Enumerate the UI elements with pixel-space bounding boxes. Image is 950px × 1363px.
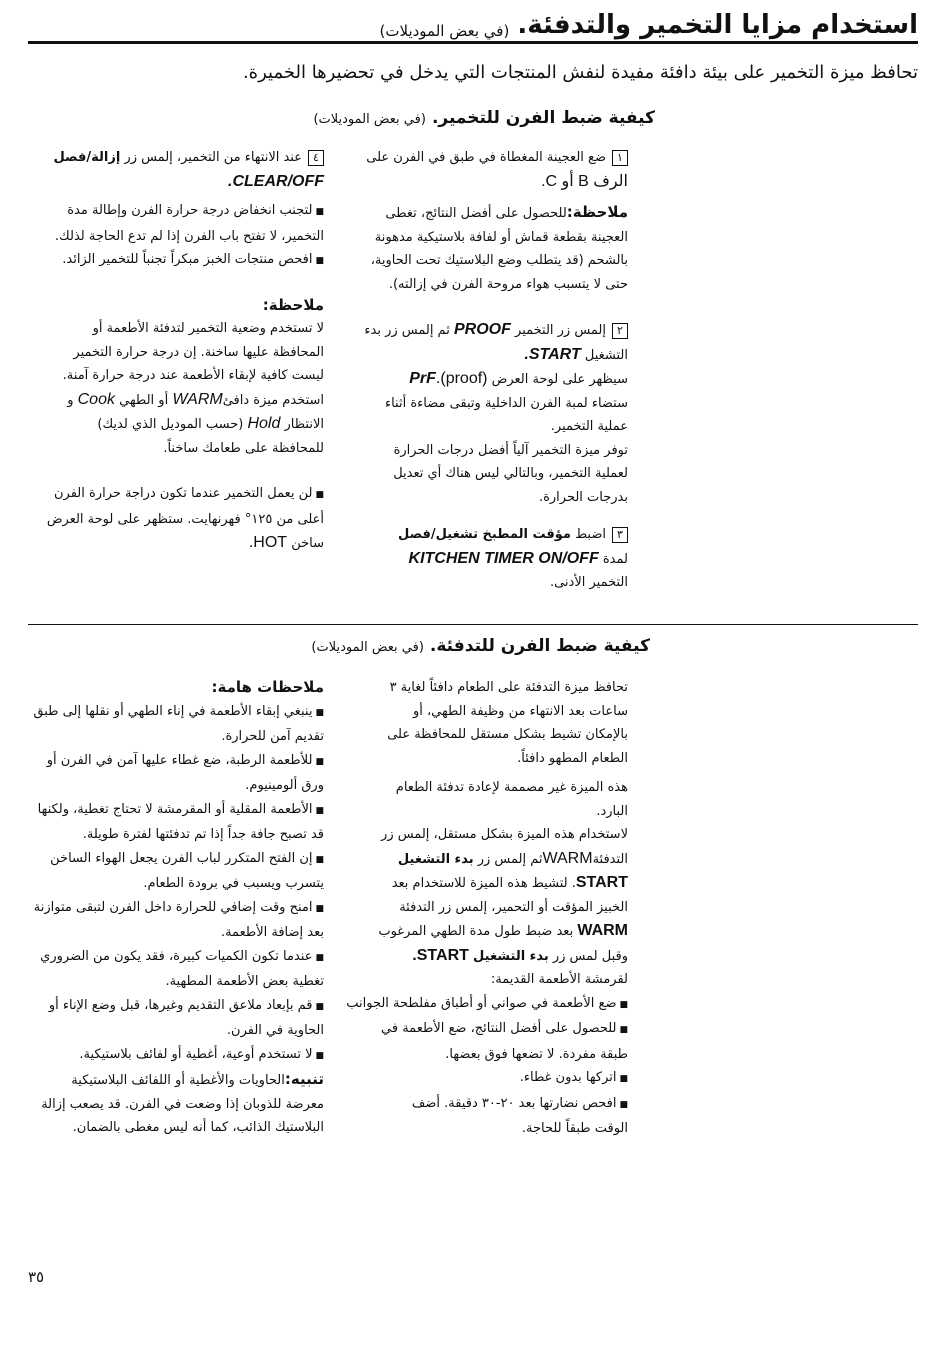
intro-text: تحافظ ميزة التخمير على بيئة دافئة مفيدة لنفش المنتجات التي يدخل في تحضيرها الخميرة. [242, 62, 918, 83]
proof-step-4: ٤عند الانتهاء من التخمير، إلمس زر إزالة/فصل [24, 146, 324, 170]
proof-left-column: ٤عند الانتهاء من التخمير، إلمس زر إزالة/فصل CLEAR/OFF. ■ لتجنب انخفاض درجة حرارة الفرن وإطالة مدة التخمير، لا تفتح باب الفرن إذا لم تدع الحاجة لذلك. ■ افحص منتجات الخبز مبكراً تجنباً للتخمير الزائد. ملاحظة: لا تستخدم وضعية التخمير لتدفئة الأطعمة أو المحافظة عليها ساخنة. إن درجة حرارة التخمير ليست كافية لإبقاء الأطعمة عند درجة حرارة آمنة. استخدم ميزة دافئWARM أو الطهي Cook و الانتظار Hold (حسب الموديل الذي لديك) للمحافظة على طعامك ساخناً. ■ لن يعمل التخمير عندما تكون دراجة حرارة الفرن أعلى من ١٢٥° فهرنهايت. ستظهر على لوحة العرض ساخن HOT. [24, 146, 324, 556]
caution-note: تنبيه:الحاويات والأغطية أو اللفائف البلاستيكية [71, 1070, 324, 1088]
page-number: ٣٥ [28, 1268, 45, 1286]
page-header [28, 2, 918, 40]
proof-note: ملاحظة:للحصول على أفضل النتائج، تغطى [385, 203, 628, 221]
proof-right-column: ١ضع العجينة المغطاة في طبق في الفرن على الرف B أو C. ملاحظة:للحصول على أفضل النتائج، تغطى العجينة بقطعة قماش أو لفافة بلاستيكية مدهونة بالشحم (قد يتطلب وضع البلاستيك تحت الحاوية، حتى لا يتسبب هواء مروحة الفرن في إزالته). ٢إلمس زر التخمير PROOF ثم إلمس زر بدء التشغيل START. سيظهر على لوحة العرض (proof).PrF ستضاء لمبة الفرن الداخلية وتبقى مضاءة أثناء عملية التخمير. توفر ميزة التخمير آلياً أفضل درجات الحرارة لعملية التخمير، وبالتالي ليس هناك أي تعديل بدرجات الحرارة. ٣اضبط مؤقت المطبخ تشغيل/فصل لمدة KITCHEN TIMER ON/OFF التخمير الأدنى. [328, 146, 628, 595]
proof-step-2: ٢إلمس زر التخمير PROOF ثم إلمس زر بدء [328, 318, 628, 343]
proof-left-note-heading: ملاحظة: [262, 295, 324, 314]
page-title-note: (في بعض الموديلات) [379, 22, 510, 40]
header-rule [28, 41, 918, 44]
warm-right-column: تحافظ ميزة التدفئة على الطعام دافئاً لغاية ٣ ساعات بعد الانتهاء من وظيفة الطهي، أو بالإمكان تشيط بشكل مستقل للمحافظة على الطعام المطهو دافئاً. هذه الميزة غير مصممة لإعادة تدفئة الطعام البارد. لاستخدام هذه الميزة بشكل مستقل، إلمس زر التدفئةWARMثم إلمس زر بدء التشغيل START. لتشيط هذه الميزة للاستخدام بعد الخبيز المؤقت أو التحمير، إلمس زر التدفئة WARM بعد ضبط طول مدة الطهي المرغوب وقبل لمس زر بدء التشغيل START. لقرمشة الأطعمة القديمة: ■ ضع الأطعمة في صواني أو أطباق مفلطحة الجوانب ■ للحصول على أفضل النتائج، ضع الأطعمة في طبقة مفردة. لا تضعها فوق بعضها. ■ اتركها بدون غطاء. ■ افحص نضارتها بعد ٢٠-٣٠ دقيقة. أضف الوقت طبقاً للحاجة. [328, 676, 628, 1141]
important-notes-heading: ملاحظات هامة: [211, 678, 324, 696]
crisp-heading: لقرمشة الأطعمة القديمة: [490, 972, 628, 987]
proof-step-1: ١ضع العجينة المغطاة في طبق في الفرن على [328, 146, 628, 170]
warm-left-column: ملاحظات هامة: ■ ينبغي إبقاء الأطعمة في إناء الطهي أو نقلها إلى طبق تقديم آمن للحرارة. ■ للأطعمة الرطبة، ضع غطاء عليها آمن في الفرن أو ورق ألومينيوم. ■ الأطعمة المقلية أو المقرمشة لا تحتاج تغطية، ولكنها قد تصبح جافة جداً إذا تم تدفئتها لفترة طويلة. ■ إن الفتح المتكرر لباب الفرن يجعل الهواء الساخن يتسرب ويسبب في برودة الطعام. ■ امنح وقت إضافي للحرارة داخل الفرن لتبقى متوازنة بعد إضافة الأطعمة. ■ عندما تكون الكميات كبيرة، فقد يكون من الضروري تغطية بعض الأطعمة المطهية. ■ قم بإبعاد ملاعق التقديم وغيرها، قبل وضع الإناء أو الحاوية في الفرن. ■ لا تستخدم أوعية، أغطية أو لفائف بلاستيكية. تنبيه:الحاويات والأغطية أو اللفائف البلاستيكية معرضة للذوبان إذا وضعت في الفرن. قد يصعب إزالة البلاستيك الذائب، كما أنه ليس مغطى بالضمان. [24, 676, 324, 1140]
page-title: استخدام مزايا التخمير والتدفئة. [517, 10, 918, 40]
warm-section-heading: كيفية ضبط الفرن للتدفئة. (في بعض الموديلات) [311, 636, 650, 656]
proof-step-3: ٣اضبط مؤقت المطبخ تشغيل/فصل [328, 523, 628, 547]
section-divider [28, 624, 918, 625]
proof-section-heading: كيفية ضبط الفرن للتخمير. (في بعض الموديلات) [313, 108, 655, 128]
